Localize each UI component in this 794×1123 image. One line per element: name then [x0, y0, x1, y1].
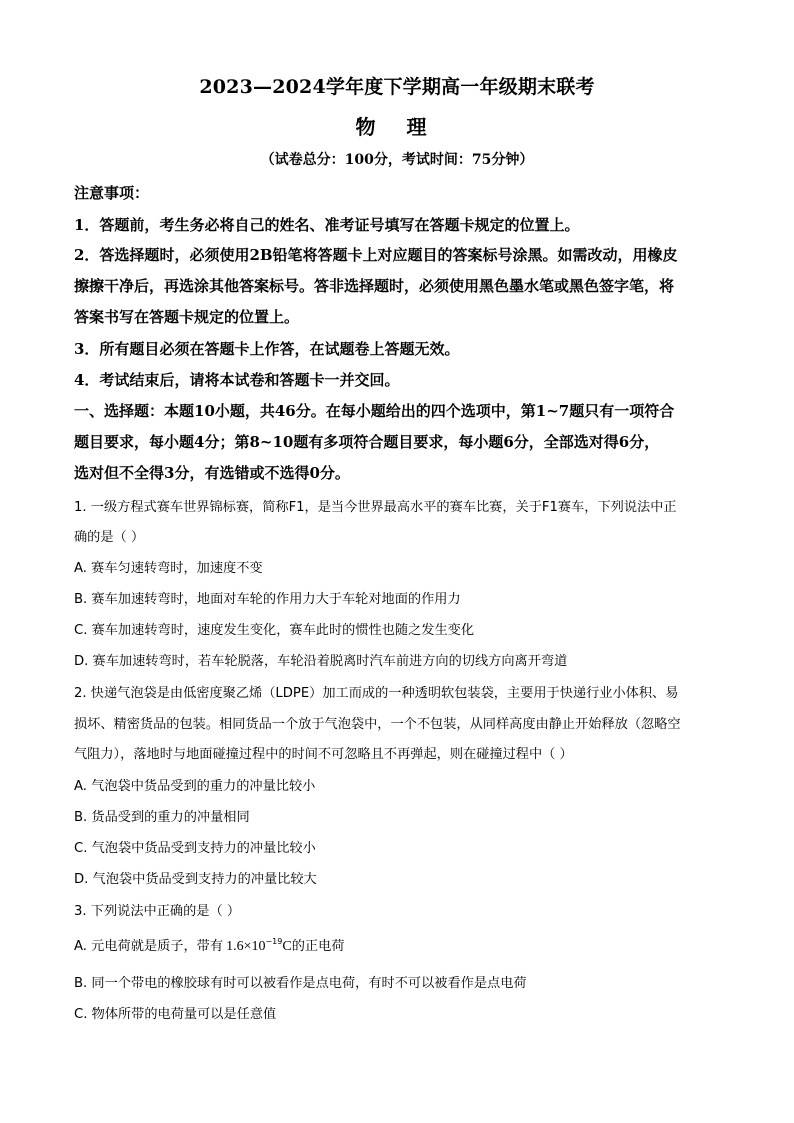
question-1-option-a: A. 赛车匀速转弯时，加速度不变 — [74, 561, 263, 576]
question-1-stem: 确的是（ ） — [74, 530, 145, 545]
question-2-stem: 2. 快递气泡袋是由低密度聚乙烯（LDPE）加工而成的一种透明软包装袋，主要用于快递行业小体积、易 — [74, 686, 679, 701]
notice-line: 擦擦干净后，再选涂其他答案标号。答非选择题时，必须使用黑色墨水笔或黑色签字笔，将 — [74, 277, 675, 295]
charge-coefficient: 1.6×10 — [226, 939, 266, 954]
question-2-stem: 损坏、精密货品的包装。相同货品一个放于气泡袋中，一个不包装，从同样高度由静止开始释放（忽略空 — [74, 717, 681, 732]
question-1-option-d: D. 赛车加速转弯时，若车轮脱落，车轮沿着脱离时汽车前进方向的切线方向离开弯道 — [74, 654, 568, 669]
question-2-option-b: B. 货品受到的重力的冲量相同 — [74, 810, 250, 825]
section-heading-line: 一、选择题：本题10小题，共46分。在每小题给出的四个选项中，第1~7题只有一项符合 — [74, 402, 675, 420]
question-2-option-a: A. 气泡袋中货品受到的重力的冲量比较小 — [74, 779, 316, 794]
subject-title: 物 理 — [355, 115, 439, 139]
charge-unit: C — [282, 939, 292, 954]
question-1-option-c: C. 赛车加速转弯时，速度发生变化，赛车此时的惯性也随之发生变化 — [74, 623, 475, 638]
question-2-stem: 气阻力），落地时与地面碰撞过程中的时间不可忽略且不再弹起，则在碰撞过程中（ ） — [74, 747, 573, 762]
option-a-suffix: 的正电荷 — [291, 939, 345, 954]
exam-title: 2023—2024学年度下学期高一年级期末联考 — [199, 76, 595, 98]
notice-line: 3．所有题目必须在答题卡上作答，在试题卷上答题无效。 — [74, 340, 460, 358]
notice-line: 4．考试结束后，请将本试卷和答题卡一并交回。 — [74, 371, 400, 389]
question-3-stem: 3. 下列说法中正确的是（ ） — [74, 904, 241, 919]
notice-heading: 注意事项： — [74, 184, 150, 202]
question-2-option-d: D. 气泡袋中货品受到支持力的冲量比较大 — [74, 872, 317, 887]
option-a-prefix: A. 元电荷就是质子，带有 — [74, 939, 224, 954]
notice-line: 2．答选择题时，必须使用2B铅笔将答题卡上对应题目的答案标号涂黑。如需改动，用橡皮 — [74, 246, 678, 264]
exam-info: （试卷总分：100分，考试时间：75分钟） — [260, 152, 534, 168]
section-heading-line: 选对但不全得3分，有选错或不选得0分。 — [74, 464, 350, 482]
question-1-option-b: B. 赛车加速转弯时，地面对车轮的作用力大于车轮对地面的作用力 — [74, 592, 461, 607]
notice-line: 答案书写在答题卡规定的位置上。 — [74, 308, 300, 326]
question-3-option-c: C. 物体所带的电荷量可以是任意值 — [74, 1007, 277, 1022]
notice-line: 1．答题前，考生务必将自己的姓名、准考证号填写在答题卡规定的位置上。 — [74, 216, 580, 234]
section-heading-line: 题目要求，每小题4分；第8~10题有多项符合题目要求，每小题6分，全部选对得6分， — [74, 433, 660, 451]
question-1-stem: 1. 一级方程式赛车世界锦标赛，简称F1，是当今世界最高水平的赛车比赛，关于F1赛车，下列说法中正 — [74, 500, 677, 515]
question-3-option-a — [74, 935, 724, 955]
question-2-option-c: C. 气泡袋中货品受到支持力的冲量比较小 — [74, 841, 316, 856]
question-3-option-b: B. 同一个带电的橡胶球有时可以被看作是点电荷，有时不可以被看作是点电荷 — [74, 976, 527, 991]
charge-exponent: −19 — [265, 937, 283, 946]
